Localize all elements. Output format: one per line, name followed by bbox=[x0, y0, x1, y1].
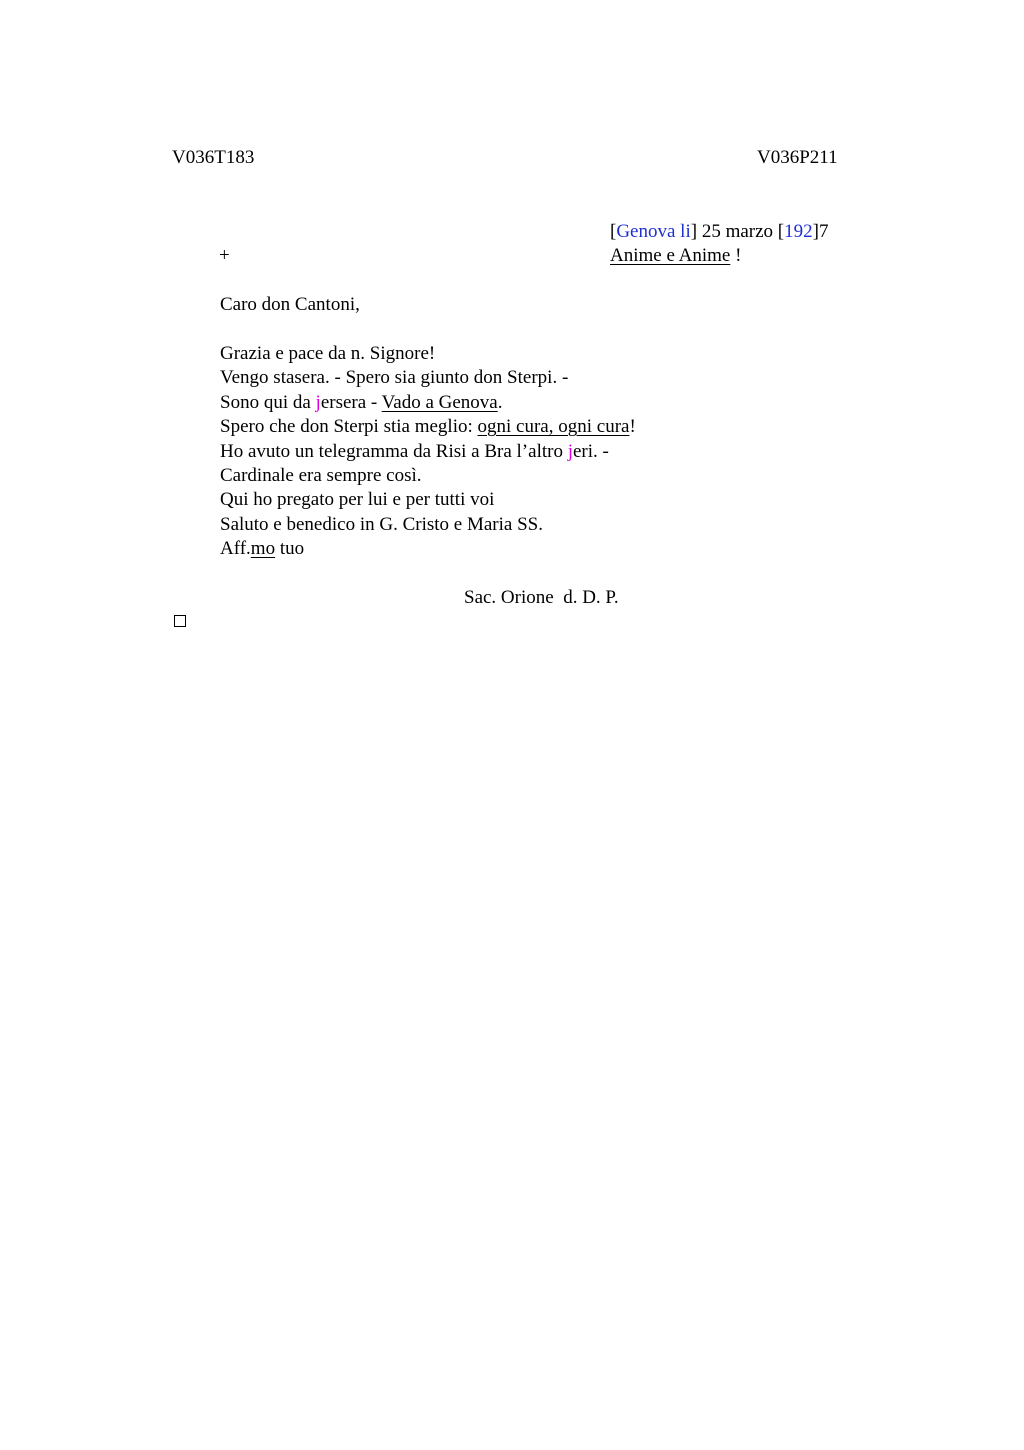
dateline-bracket: ] bbox=[690, 221, 698, 242]
body-text: Spero che don Sterpi stia meglio: bbox=[220, 416, 478, 438]
cross-mark: + bbox=[219, 245, 230, 266]
body-text: ersera - bbox=[320, 391, 382, 413]
dateline-year-end: 7 bbox=[818, 221, 829, 242]
body-line-3 bbox=[220, 391, 636, 415]
dateline-bracket: [ bbox=[610, 221, 617, 242]
body-text: tuo bbox=[275, 538, 305, 560]
body-line-4 bbox=[220, 415, 636, 439]
underlined-text: ogni cura, ogni cura bbox=[477, 416, 630, 438]
dateline-year-part: 192 bbox=[784, 221, 813, 242]
underlined-text: Vado a Genova bbox=[381, 391, 498, 413]
signature: Sac. Orione d. D. P. bbox=[464, 587, 619, 608]
body-line-8: Saluto e benedico in G. Cristo e Maria SS. bbox=[220, 513, 543, 535]
variant-letter: j bbox=[567, 440, 573, 462]
variant-letter: j bbox=[315, 391, 321, 413]
dateline-bracket: [ bbox=[777, 221, 785, 242]
dateline bbox=[610, 220, 828, 244]
body-line-5 bbox=[220, 440, 636, 464]
body-text: Ho avuto un telegramma da Risi a Bra l’altro bbox=[220, 440, 568, 462]
body-line-6: Cardinale era sempre così. bbox=[220, 464, 422, 486]
body-line-7: Qui ho pregato per lui e per tutti voi bbox=[220, 489, 495, 511]
body-line-2: Vengo stasera. - Spero sia giunto don Sterpi. - bbox=[220, 367, 569, 389]
dateline-bracket: ] bbox=[812, 221, 819, 242]
empty-box-icon bbox=[174, 615, 186, 627]
body-text: eri. - bbox=[573, 440, 609, 462]
motto bbox=[610, 244, 741, 268]
body-line-9 bbox=[220, 537, 636, 561]
motto-suffix: ! bbox=[730, 245, 742, 266]
document-code-right: V036P211 bbox=[757, 147, 838, 168]
body-text: . bbox=[497, 391, 503, 413]
body-text: Aff. bbox=[220, 538, 251, 560]
dateline-date: 25 marzo bbox=[697, 221, 778, 242]
dateline-place: Genova li bbox=[616, 221, 691, 242]
letter-body bbox=[220, 342, 636, 562]
motto-text: Anime e Anime bbox=[610, 245, 731, 266]
underlined-text: mo bbox=[250, 538, 276, 560]
body-text: Sono qui da bbox=[220, 391, 316, 413]
body-line-1: Grazia e pace da n. Signore! bbox=[220, 343, 436, 364]
salutation: Caro don Cantoni, bbox=[220, 294, 360, 315]
document-code-left: V036T183 bbox=[172, 147, 255, 168]
body-text: ! bbox=[629, 416, 636, 438]
